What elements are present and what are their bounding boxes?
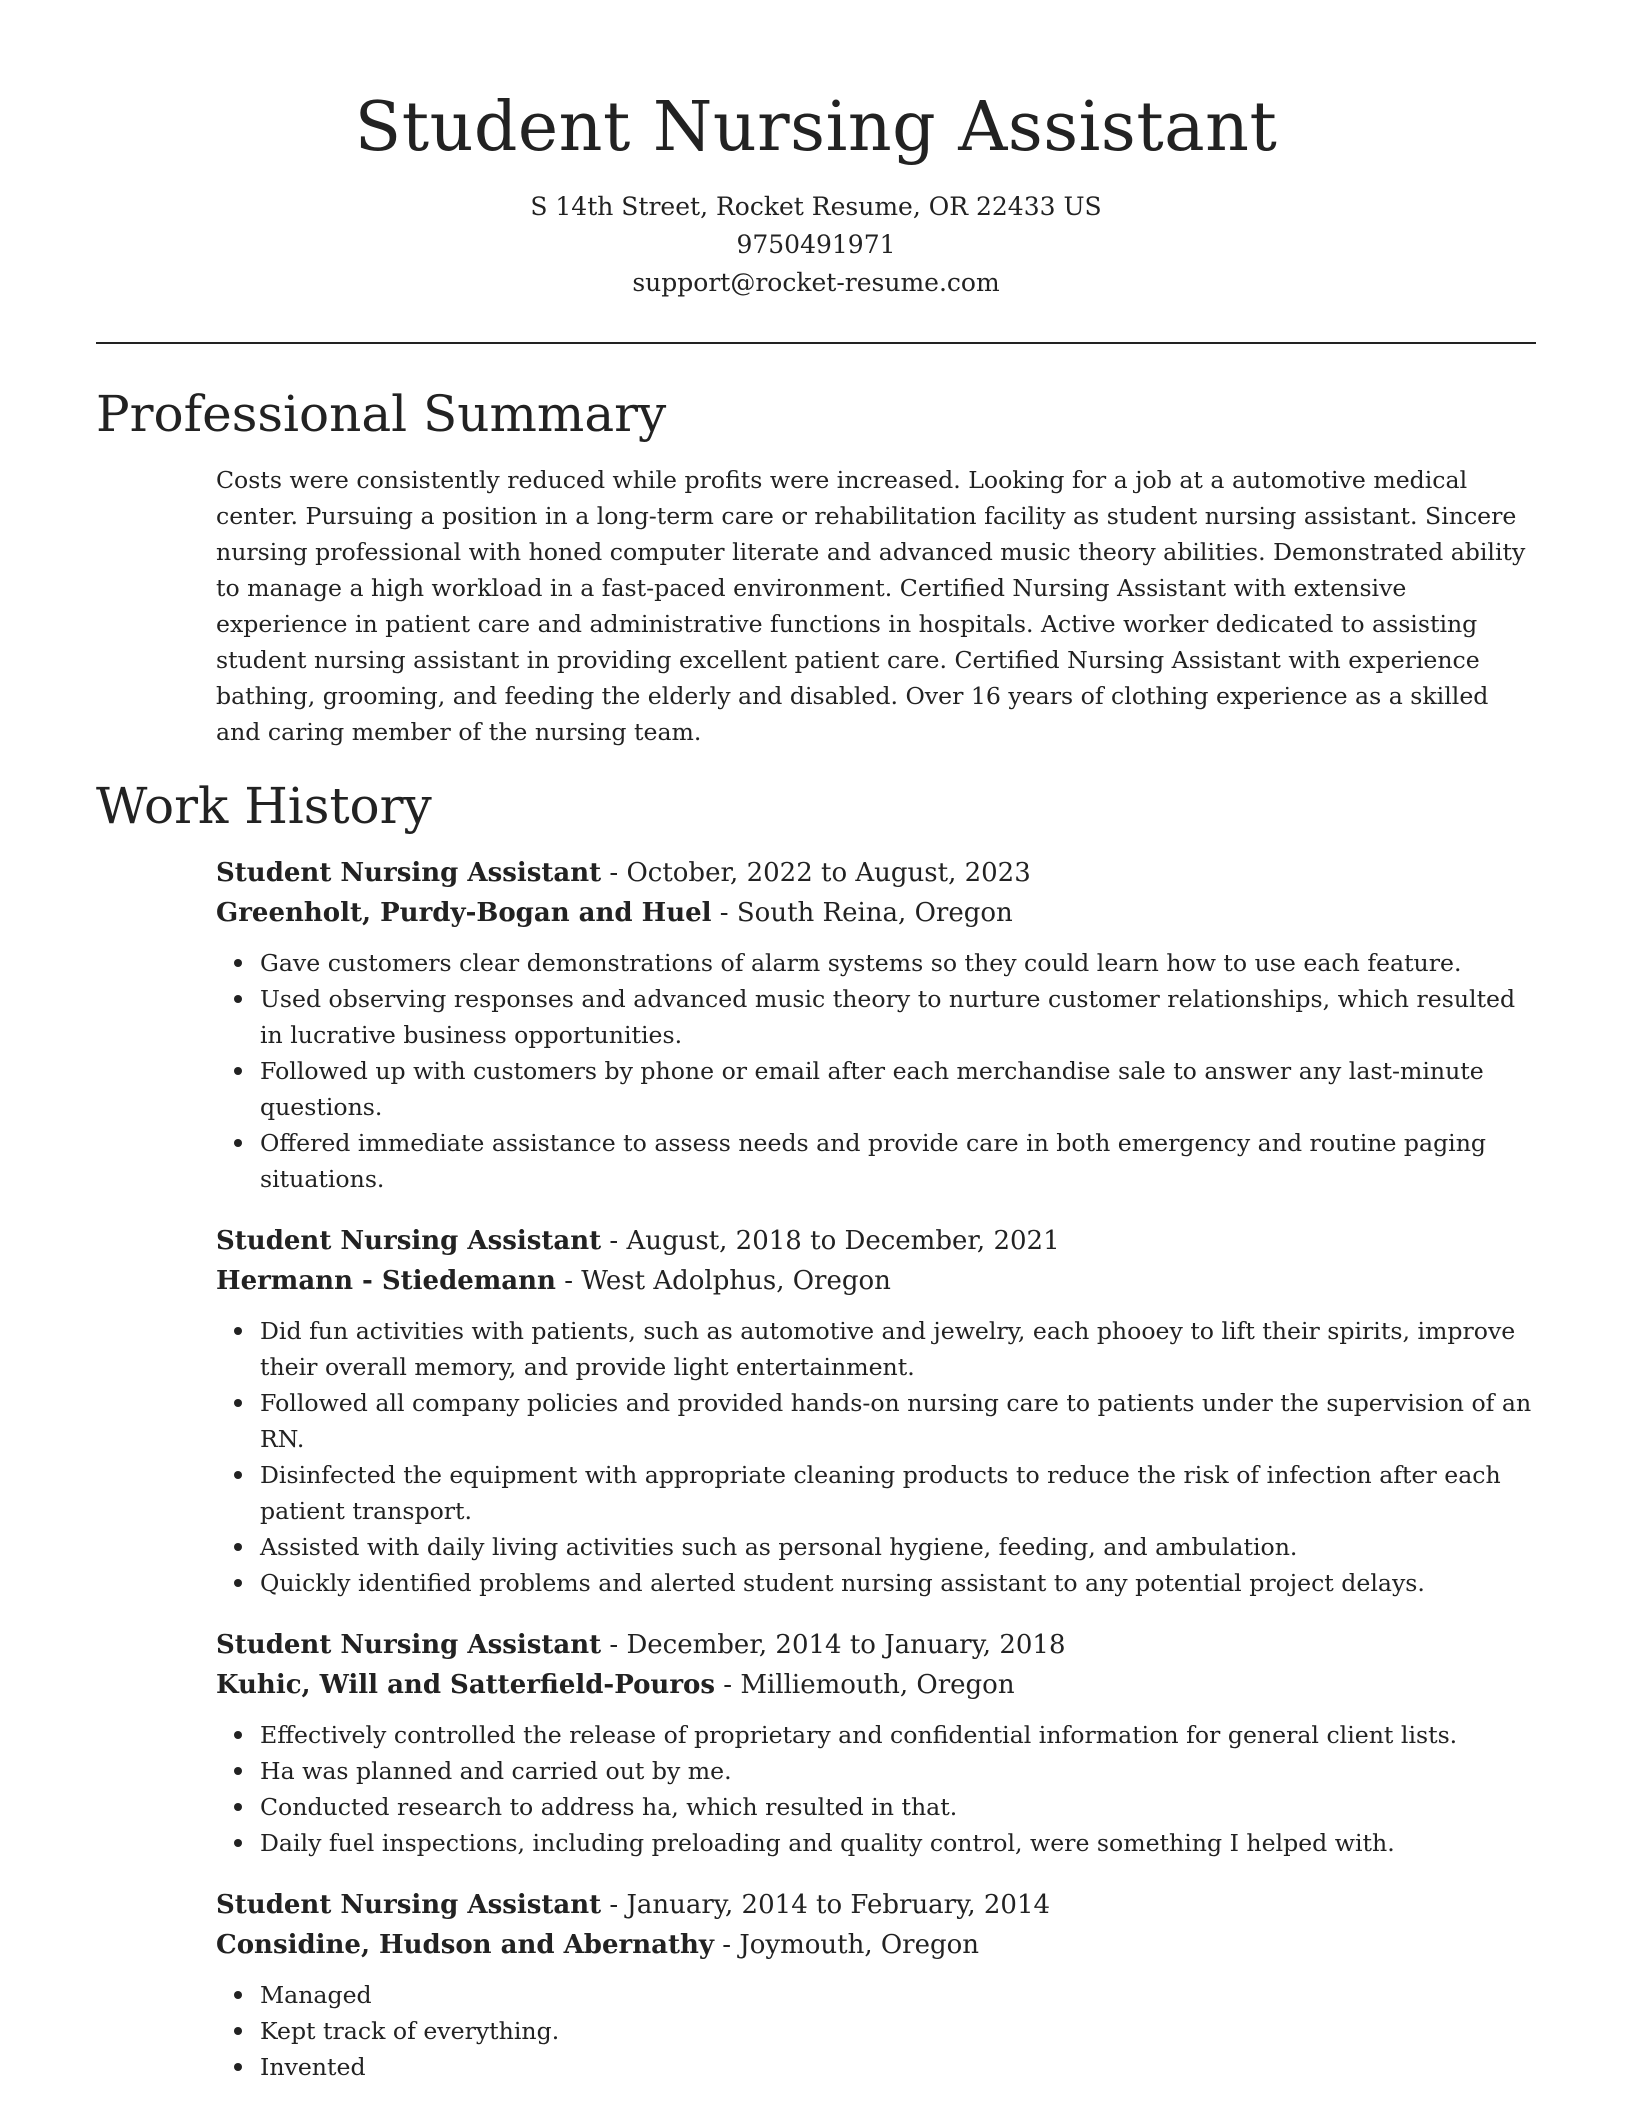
contact-phone: 9750491971	[736, 230, 896, 259]
section-title-work-history: Work History	[96, 777, 432, 835]
job-bullets	[216, 1977, 1538, 2085]
job-separator: -	[711, 898, 737, 928]
job-entry	[216, 1625, 1538, 1861]
bullet-text: Invented	[260, 2053, 366, 2081]
contact-info	[0, 188, 1632, 302]
job-separator: -	[555, 1266, 582, 1296]
job-location: Milliemouth, Oregon	[740, 1670, 1015, 1700]
job-bullets	[216, 1313, 1538, 1601]
bullet-icon	[234, 1471, 242, 1479]
job-separator: -	[715, 1670, 741, 1700]
list-item	[216, 1789, 1538, 1825]
bullet-text: Did fun activities with patients, such as automotive and jewelry, each phooey to lift their spirits, improve their overall memory, and provide light entertainment.	[260, 1317, 1516, 1381]
job-company-line	[216, 1261, 1538, 1301]
job-company-line	[216, 1925, 1538, 1965]
bullet-text: Followed all company policies and provided hands-on nursing care to patients under the supervision of an RN.	[260, 1389, 1532, 1453]
bullet-text: Assisted with daily living activities such as personal hygiene, feeding, and ambulation.	[260, 1533, 1298, 1561]
bullet-icon	[234, 1839, 242, 1847]
job-dates: August, 2018 to December, 2021	[626, 1226, 1060, 1256]
bullet-text: Disinfected the equipment with appropriate cleaning products to reduce the risk of infection after each patient transport.	[260, 1461, 1501, 1525]
bullet-text: Managed	[260, 1981, 372, 2009]
bullet-icon	[234, 995, 242, 1003]
bullet-text: Used observing responses and advanced music theory to nurture customer relationships, which resulted in lucrative business opportunities.	[260, 985, 1516, 1049]
job-location: Joymouth, Oregon	[739, 1930, 980, 1960]
list-item	[216, 1385, 1538, 1457]
job-separator: -	[601, 1630, 627, 1660]
bullet-icon	[234, 1579, 242, 1587]
candidate-name: Student Nursing Assistant	[354, 88, 1278, 167]
bullet-icon	[234, 2027, 242, 2035]
bullet-text: Ha was planned and carried out by me.	[260, 1757, 732, 1785]
job-role: Student Nursing Assistant	[216, 858, 602, 888]
bullet-icon	[234, 959, 242, 967]
job-title-line	[216, 1625, 1538, 1665]
job-title-line	[216, 1885, 1538, 1925]
bullet-icon	[234, 1327, 242, 1335]
list-item	[216, 1753, 1538, 1789]
job-company: Considine, Hudson and Abernathy	[216, 1930, 714, 1960]
job-company: Kuhic, Will and Satterfield-Pouros	[216, 1670, 716, 1700]
list-item	[216, 1565, 1538, 1601]
bullet-icon	[234, 1399, 242, 1407]
list-item	[216, 945, 1538, 981]
contact-address: S 14th Street, Rocket Resume, OR 22433 US	[530, 192, 1102, 221]
bullet-text: Kept track of everything.	[260, 2017, 560, 2045]
list-item	[216, 2049, 1538, 2085]
bullet-text: Effectively controlled the release of proprietary and confidential information for general client lists.	[260, 1721, 1458, 1749]
bullet-icon	[234, 1139, 242, 1147]
contact-email: support@rocket-resume.com	[632, 268, 1000, 297]
bullet-text: Quickly identified problems and alerted student nursing assistant to any potential project delays.	[260, 1569, 1425, 1597]
job-company: Greenholt, Purdy-Bogan and Huel	[216, 898, 712, 928]
job-entry	[216, 1885, 1538, 2085]
bullet-text: Offered immediate assistance to assess needs and provide care in both emergency and routine paging situations.	[260, 1129, 1487, 1193]
bullet-icon	[234, 1543, 242, 1551]
resume-header	[0, 80, 1632, 302]
bullet-text: Gave customers clear demonstrations of alarm systems so they could learn how to use each feature.	[260, 949, 1462, 977]
job-role: Student Nursing Assistant	[216, 1890, 602, 1920]
bullet-text: Daily fuel inspections, including preloading and quality control, were something I helped with.	[260, 1829, 1395, 1857]
job-title-line	[216, 853, 1538, 893]
job-separator: -	[714, 1930, 740, 1960]
job-dates: January, 2014 to February, 2014	[626, 1890, 1051, 1920]
list-item	[216, 2013, 1538, 2049]
job-separator: -	[601, 1226, 627, 1256]
list-item	[216, 1125, 1538, 1197]
bullet-icon	[234, 1067, 242, 1075]
job-bullets	[216, 945, 1538, 1197]
job-dates: October, 2022 to August, 2023	[626, 858, 1031, 888]
list-item	[216, 1313, 1538, 1385]
job-separator: -	[601, 858, 627, 888]
list-item	[216, 1825, 1538, 1861]
list-item	[216, 1717, 1538, 1753]
list-item	[216, 1053, 1538, 1125]
summary-text: Costs were consistently reduced while profits were increased. Looking for a job at a automotive medical center. Pursuing a position in a long-term care or rehabilitation facility as student nursing assistant. Sincere nursing professional with honed computer literate and advanced music theory abilities. Demonstrated ability to manage a high workload in a fast-paced environment. Certified Nursing Assistant with extensive experience in patient care and administrative functions in hospitals. Active worker dedicated to assisting student nursing assistant in providing excellent patient care. Certified Nursing Assistant with experience bathing, grooming, and feeding the elderly and disabled. Over 16 years of clothing experience as a skilled and caring member of the nursing team.	[216, 466, 1526, 746]
list-item	[216, 1977, 1538, 2013]
job-role: Student Nursing Assistant	[216, 1226, 602, 1256]
bullet-icon	[234, 1803, 242, 1811]
bullet-icon	[234, 1767, 242, 1775]
list-item	[216, 1457, 1538, 1529]
job-bullets	[216, 1717, 1538, 1861]
job-title-line	[216, 1221, 1538, 1261]
bullet-text: Conducted research to address ha, which resulted in that.	[260, 1793, 958, 1821]
job-role: Student Nursing Assistant	[216, 1630, 602, 1660]
bullet-text: Followed up with customers by phone or email after each merchandise sale to answer any last-minute questions.	[260, 1057, 1484, 1121]
bullet-icon	[234, 1731, 242, 1739]
section-title-summary: Professional Summary	[96, 385, 667, 443]
job-location: South Reina, Oregon	[736, 898, 1013, 928]
job-location: West Adolphus, Oregon	[581, 1266, 891, 1296]
job-company-line	[216, 1665, 1538, 1705]
job-entry	[216, 853, 1538, 1197]
work-history-list	[216, 853, 1538, 2109]
job-separator: -	[601, 1890, 627, 1920]
bullet-icon	[234, 1991, 242, 1999]
job-entry	[216, 1221, 1538, 1601]
job-dates: December, 2014 to January, 2018	[626, 1630, 1066, 1660]
job-company: Hermann - Stiedemann	[216, 1266, 556, 1296]
bullet-icon	[234, 2063, 242, 2071]
list-item	[216, 981, 1538, 1053]
list-item	[216, 1529, 1538, 1565]
header-divider	[96, 342, 1536, 344]
job-company-line	[216, 893, 1538, 933]
